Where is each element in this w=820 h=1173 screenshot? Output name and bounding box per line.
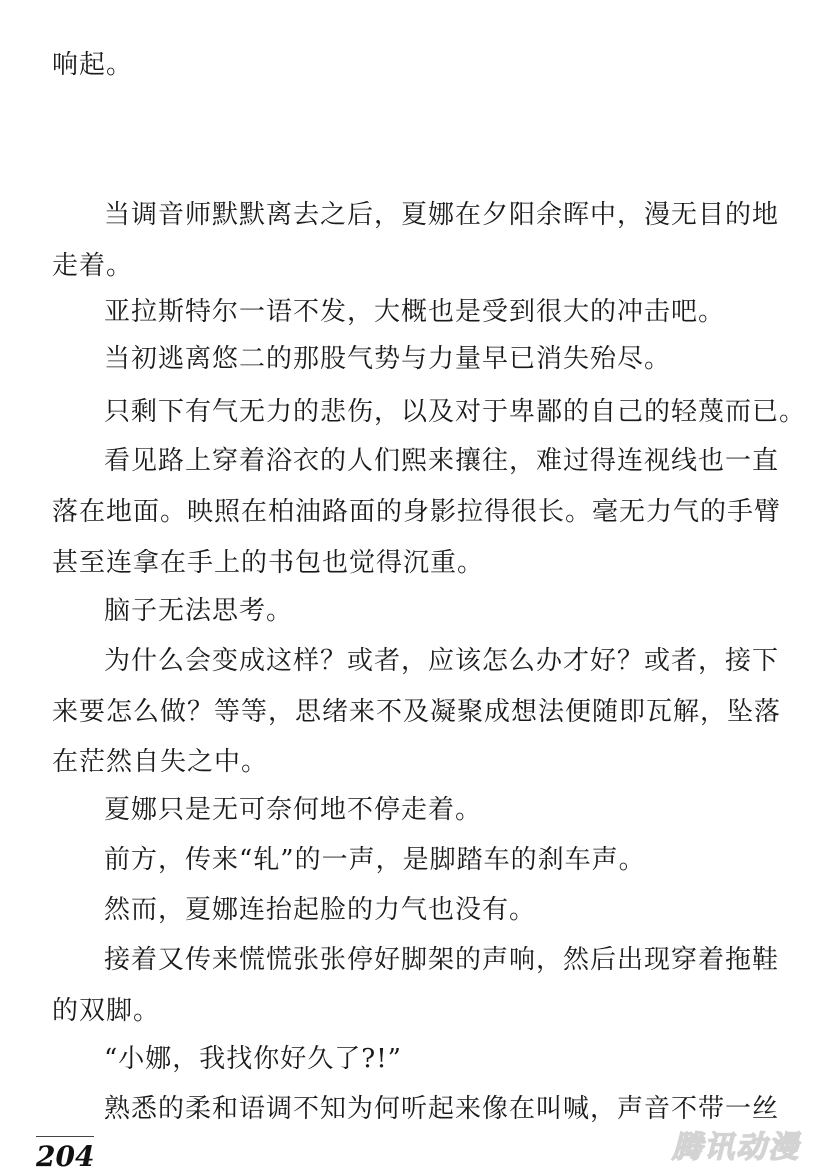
text-line: 脑子无法思考。 bbox=[104, 596, 294, 626]
footer-rule bbox=[36, 1136, 94, 1137]
text-line: 落在地面。映照在柏油路面的身影拉得很长。毫无力气的手臂 bbox=[52, 497, 782, 527]
text-line: 甚至连拿在手上的书包也觉得沉重。 bbox=[52, 548, 485, 578]
text-line: 然而，夏娜连抬起脸的力气也没有。 bbox=[104, 895, 537, 925]
text-line: 为什么会变成这样？或者，应该怎么办才好？或者，接下 bbox=[104, 646, 780, 676]
text-line: 熟悉的柔和语调不知为何听起来像在叫喊，声音不带一丝 bbox=[104, 1094, 780, 1124]
text-line: 夏娜只是无可奈何地不停走着。 bbox=[104, 795, 483, 825]
text-line: 前方，传来“轧”的一声，是脚踏车的刹车声。 bbox=[104, 845, 646, 875]
text-line: “小娜，我找你好久了?!” bbox=[104, 1044, 402, 1074]
text-line: 在茫然自失之中。 bbox=[52, 747, 269, 777]
text-line: 响起。 bbox=[52, 50, 134, 80]
text-line: 接着又传来慌慌张张停好脚架的声响，然后出现穿着拖鞋 bbox=[104, 945, 780, 975]
text-line: 只剩下有气无力的悲伤，以及对于卑鄙的自己的轻蔑而已。 bbox=[104, 397, 807, 427]
text-line: 亚拉斯特尔一语不发，大概也是受到很大的冲击吧。 bbox=[104, 297, 726, 327]
text-line: 当调音师默默离去之后，夏娜在夕阳余晖中，漫无目的地 bbox=[104, 200, 780, 230]
text-line: 当初逃离悠二的那股气势与力量早已消失殆尽。 bbox=[104, 344, 672, 374]
text-line: 走着。 bbox=[52, 251, 134, 281]
watermark-logo: 腾讯动漫 bbox=[672, 1130, 800, 1165]
text-line: 的双脚。 bbox=[52, 996, 161, 1026]
text-line: 来要怎么做？等等，思绪来不及凝聚成想法便随即瓦解，坠落 bbox=[52, 697, 782, 727]
text-line: 看见路上穿着浴衣的人们熙来攘往，难过得连视线也一直 bbox=[104, 446, 780, 476]
page-number: 204 bbox=[36, 1140, 95, 1173]
